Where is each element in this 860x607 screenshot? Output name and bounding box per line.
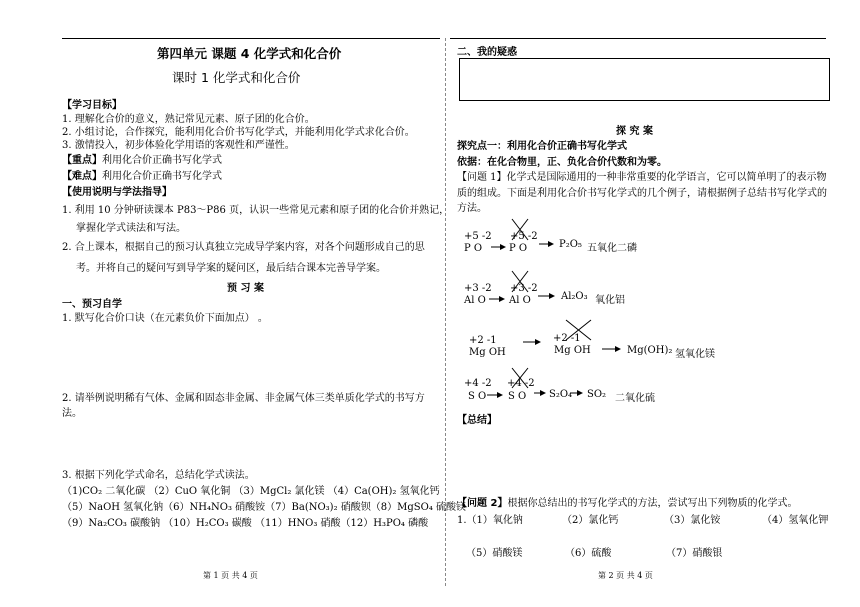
lesson-title: 课时 1 化学式和化合价 bbox=[172, 70, 301, 85]
page-footer-left: 第 1 页 共 4 页 bbox=[203, 571, 258, 580]
question-1: 1. 默写化合价口诀（在元素负价下面加点） 。 bbox=[62, 313, 268, 324]
guide-line: 2. 合上课本，根据自己的预习认真独立完成导学案内容，对各个问题形成自己的思 bbox=[62, 242, 425, 253]
problem-2 bbox=[457, 494, 797, 509]
guide-heading: 【使用说明与学法指导】 bbox=[62, 187, 172, 198]
question-3: 3. 根据下列化学式命名，总结化学式读法。 bbox=[62, 470, 255, 481]
goal-item: 2. 小组讨论，合作探究，能利用化合价书写化学式，并能利用化学式求化合价。 bbox=[62, 127, 415, 138]
key-heading: 【重点】 bbox=[62, 155, 102, 166]
guide-line: 考。并将自己的疑问写到导学案的疑问区，最后结合课本完善导学案。 bbox=[76, 263, 386, 274]
example-4-formula: S₂O₄ bbox=[549, 389, 573, 400]
problem-2-text: 根据你总结出的书写化学式的方法，尝试写出下列物质的化学式。 bbox=[507, 498, 798, 509]
question-2-cont: 法。 bbox=[62, 408, 82, 419]
basis-text: 依据：在化合物里，正、负化合价代数和为零。 bbox=[457, 157, 667, 168]
example-2-cross-symbols: Al O bbox=[509, 295, 531, 306]
example-3-symbols: Mg OH bbox=[469, 347, 506, 358]
preview-heading: 预 习 案 bbox=[227, 283, 264, 294]
example-4-valence: +4 -2 bbox=[464, 378, 492, 389]
example-2-formula: Al₂O₃ bbox=[561, 291, 588, 302]
example-4-cross-symbols: S O bbox=[508, 391, 527, 402]
example-4-formula-simplified: SO₂ bbox=[587, 389, 607, 400]
page-footer-right: 第 2 页 共 4 页 bbox=[598, 571, 653, 580]
item: 1.（1）氧化钠 bbox=[457, 515, 523, 526]
problem-1-line: 【问题 1】化学式是国际通用的一种非常重要的化学语言，它可以简单明了的表示物 bbox=[457, 172, 827, 183]
example-2-name: 氧化铝 bbox=[595, 295, 625, 306]
self-study-heading: 一、预习自学 bbox=[62, 299, 122, 310]
example-2-valence: +3 -2 bbox=[464, 283, 492, 294]
doubts-heading: 二、我的疑惑 bbox=[457, 47, 517, 58]
item: （5）硝酸镁 bbox=[466, 548, 523, 559]
example-3-valence: +2 -1 bbox=[469, 335, 497, 346]
naming-row: （1)CO₂ 二氧化碳 （2）CuO 氧化铜 （3）MgCl₂ 氯化镁 （4）Ca(OH)₂ 氢氧化钙 bbox=[62, 486, 440, 497]
summary-heading: 【总结】 bbox=[457, 415, 497, 426]
item: （2）氯化钙 bbox=[562, 515, 619, 526]
explore-heading: 探 究 案 bbox=[616, 126, 653, 137]
example-4-cross-valence: +4 -2 bbox=[507, 378, 535, 389]
example-3-name: 氢氧化镁 bbox=[675, 349, 715, 360]
guide-line: 1. 利用 10 分钟研读课本 P83～P86 页，认识一些常见元素和原子团的化合价并熟记， bbox=[62, 205, 450, 216]
problem-2-label: 【问题 2】 bbox=[457, 498, 508, 509]
example-2-cross-valence: +3 -2 bbox=[510, 283, 538, 294]
example-3-cross-valence: +2 -1 bbox=[553, 333, 581, 344]
example-3-cross-symbols: Mg OH bbox=[554, 345, 591, 356]
difficulty-heading: 【难点】 bbox=[62, 171, 102, 182]
example-1-cross-valence: +5 -2 bbox=[510, 231, 538, 242]
example-1-name: 五氧化二磷 bbox=[587, 243, 637, 254]
example-4-symbols: S O bbox=[468, 391, 487, 402]
naming-row: （9）Na₂CO₃ 碳酸钠 （10）H₂CO₃ 碳酸 （11）HNO₃ 硝酸（12）H₃PO₄ 磷酸 bbox=[62, 518, 429, 529]
goal-item: 3. 激情投入，初步体验化学用语的客观性和严谨性。 bbox=[62, 140, 295, 151]
item: （4）氢氧化钾 bbox=[762, 515, 829, 526]
key-text: 利用化合价正确书写化学式 bbox=[102, 155, 222, 166]
problem-1-line: 方法。 bbox=[457, 203, 487, 214]
example-1-formula: P₂O₅ bbox=[559, 239, 582, 250]
unit-title: 第四单元 课题 4 化学式和化合价 bbox=[157, 46, 342, 61]
example-1-cross-symbols: P O bbox=[509, 243, 528, 254]
example-1-valence: +5 -2 bbox=[464, 231, 492, 242]
guide-line: 掌握化学式读法和写法。 bbox=[76, 223, 186, 234]
problem-1-line: 质的组成。下面是利用化合价书写化学式的几个例子，请根据例子总结书写化学式的 bbox=[457, 188, 827, 199]
explore-point-1: 探究点一：利用化合价正确书写化学式 bbox=[457, 141, 627, 152]
goal-item: 1. 理解化合价的意义，熟记常见元素、原子团的化合价。 bbox=[62, 114, 315, 125]
item: （6）硫酸 bbox=[565, 548, 612, 559]
goals-heading: 【学习目标】 bbox=[62, 100, 122, 111]
question-2: 2. 请举例说明稀有气体、金属和固态非金属、非金属气体三类单质化学式的书写方 bbox=[62, 393, 425, 404]
example-2-symbols: Al O bbox=[464, 295, 486, 306]
difficulty-text: 利用化合价正确书写化学式 bbox=[102, 171, 222, 182]
example-3-formula: Mg(OH)₂ bbox=[627, 345, 673, 356]
item: （7）硝酸银 bbox=[666, 548, 723, 559]
example-1-symbols: P O bbox=[464, 243, 483, 254]
item: （3）氯化铵 bbox=[664, 515, 721, 526]
naming-row: （5）NaOH 氢氧化钠（6）NH₄NO₃ 硝酸铵（7）Ba(NO₃)₂ 硝酸钡（8）MgSO₄ 硫酸镁 bbox=[62, 502, 467, 513]
example-4-name: 二氧化硫 bbox=[615, 393, 655, 404]
